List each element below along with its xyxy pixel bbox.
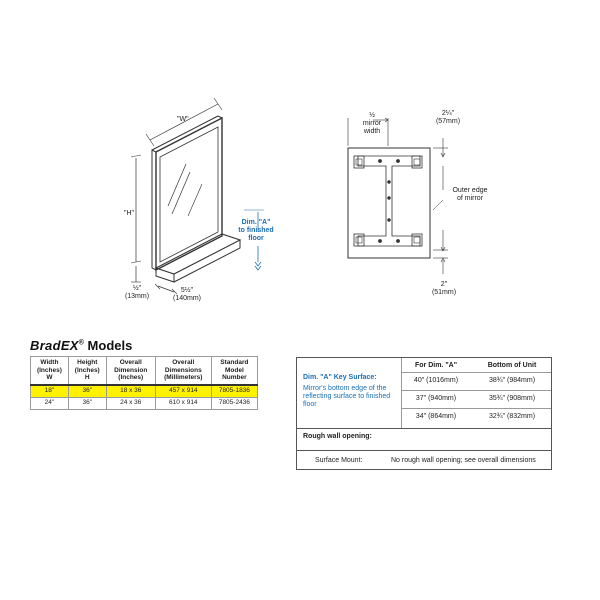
bottom-value: 32¾" (832mm) bbox=[488, 413, 536, 420]
col-model-l1: Standard bbox=[220, 359, 249, 366]
dim-a-key-table bbox=[296, 357, 552, 470]
mirror-width-line1: mirror bbox=[362, 120, 382, 127]
models-header-row bbox=[31, 357, 258, 385]
col-overall-l3: (Inches) bbox=[118, 374, 144, 381]
bottom-dim-label bbox=[424, 281, 464, 297]
bottom-value: 38¾" (984mm) bbox=[488, 377, 536, 384]
dim-a-line3: floor bbox=[248, 235, 264, 242]
brand-name: BradEX bbox=[30, 338, 79, 353]
outer-edge-label bbox=[448, 187, 492, 203]
row-divider bbox=[401, 390, 551, 391]
bottom-dim-mm: (51mm) bbox=[431, 289, 457, 296]
col-model-l2: Model bbox=[224, 366, 244, 374]
row-divider bbox=[401, 408, 551, 409]
top-dim-label bbox=[428, 110, 468, 126]
models-title bbox=[30, 338, 132, 353]
bottom-value: 35¾" (908mm) bbox=[488, 395, 536, 402]
mirror-width-label bbox=[352, 112, 392, 136]
cell-model: 7805-1836 bbox=[211, 385, 257, 398]
top-dim-inches: 2¼" bbox=[441, 110, 455, 117]
height-label: "H" bbox=[124, 210, 135, 217]
bottom-gap-inches: ½" bbox=[132, 285, 142, 292]
cell-height: 36" bbox=[68, 397, 106, 409]
col-width-l3: W bbox=[46, 374, 53, 381]
col-model-header bbox=[211, 357, 257, 385]
width-label: "W" bbox=[177, 116, 189, 123]
cell-overall: 24 x 36 bbox=[106, 397, 155, 409]
models-suffix: Models bbox=[83, 338, 133, 353]
col-overall-mm-header bbox=[155, 357, 211, 385]
key-surface-heading: Dim. "A" Key Surface: bbox=[303, 374, 377, 381]
dim-a-line2: to finished bbox=[238, 227, 274, 234]
col-bottom-of-unit-header: Bottom of Unit bbox=[487, 362, 537, 369]
surface-mount-label: Surface Mount: bbox=[315, 457, 363, 464]
dim-a-label bbox=[236, 219, 276, 243]
registered-mark: ® bbox=[78, 339, 84, 347]
col-width-l1: Width bbox=[40, 359, 59, 366]
cell-overall-mm: 610 x 914 bbox=[155, 397, 211, 409]
col-overall-l2: Dimension bbox=[114, 366, 148, 374]
col-height-l3: H bbox=[84, 374, 90, 381]
col-width-header bbox=[31, 357, 69, 385]
cell-width: 24" bbox=[31, 397, 69, 409]
dim-a-line1: Dim. "A" bbox=[241, 219, 271, 226]
dim-a-value: 34" (864mm) bbox=[415, 413, 457, 420]
key-surface-description: Mirror's bottom edge of the reflecting surface to finished floor bbox=[303, 385, 391, 408]
dim-a-value: 37" (940mm) bbox=[415, 395, 457, 402]
bottom-gap-mm: (13mm) bbox=[124, 293, 150, 300]
dim-a-value: 40" (1016mm) bbox=[413, 377, 459, 384]
cell-model: 7805-2436 bbox=[211, 397, 257, 409]
models-table bbox=[30, 356, 258, 410]
col-width-l2: (Inches) bbox=[36, 366, 62, 374]
col-height-header bbox=[68, 357, 106, 385]
top-dim-mm: (57mm) bbox=[435, 118, 461, 125]
cell-overall-mm: 457 x 914 bbox=[155, 385, 211, 398]
col-model-l3: Number bbox=[222, 374, 247, 381]
cell-height: 36" bbox=[68, 385, 106, 398]
col-overall-mm-l1: Overall bbox=[172, 359, 195, 366]
cell-overall: 18 x 36 bbox=[106, 385, 155, 398]
table-row bbox=[31, 385, 258, 398]
mirror-width-line2: width bbox=[363, 128, 381, 135]
outer-edge-line2: of mirror bbox=[456, 195, 484, 202]
shelf-depth-mm: (140mm) bbox=[172, 295, 201, 302]
col-height-l2: (Inches) bbox=[74, 366, 100, 374]
shelf-depth-label bbox=[170, 287, 204, 303]
row-divider bbox=[401, 372, 551, 373]
surface-mount-text: No rough wall opening; see overall dimensions bbox=[391, 457, 536, 464]
bottom-gap-label bbox=[122, 285, 152, 301]
bottom-dim-inches: 2" bbox=[440, 281, 448, 288]
column-divider bbox=[401, 358, 402, 428]
shelf-depth-inches: 5½" bbox=[180, 287, 194, 294]
mirror-shelf-drawing bbox=[0, 0, 300, 310]
section-divider bbox=[297, 428, 551, 429]
col-overall-l1: Overall bbox=[119, 359, 142, 366]
outer-edge-line1: Outer edge bbox=[452, 187, 488, 194]
col-for-dim-a-header: For Dim. "A" bbox=[414, 362, 458, 369]
table-row bbox=[31, 397, 258, 409]
col-overall-header bbox=[106, 357, 155, 385]
col-overall-mm-l3: (Millimeters) bbox=[164, 374, 203, 381]
col-overall-mm-l2: Dimensions bbox=[164, 366, 202, 374]
section-divider bbox=[297, 450, 551, 451]
col-height-l1: Height bbox=[77, 359, 98, 366]
half-label: ½ bbox=[369, 112, 375, 119]
rough-wall-opening-label: Rough wall opening: bbox=[303, 433, 372, 440]
cell-width: 18" bbox=[31, 385, 69, 398]
